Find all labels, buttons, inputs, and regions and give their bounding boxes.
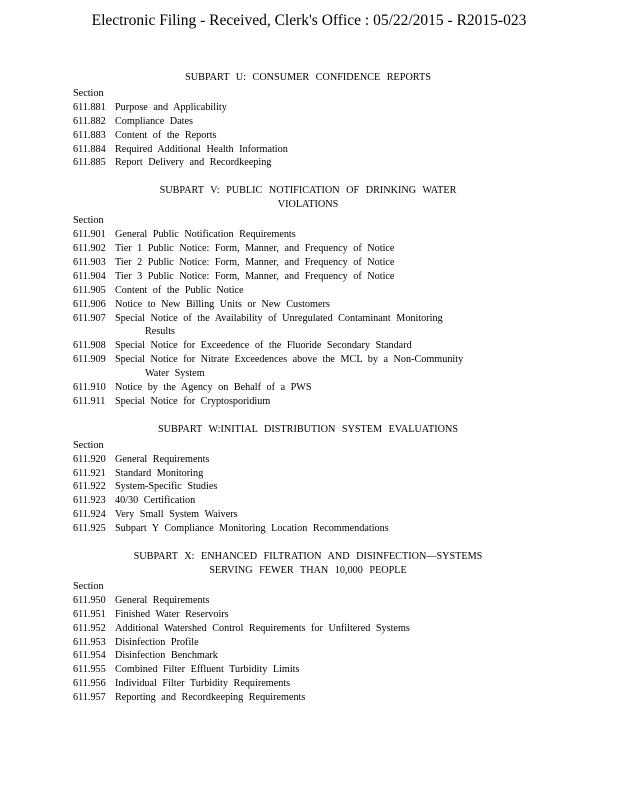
section-row xyxy=(73,467,543,481)
section-row xyxy=(73,156,543,170)
section-number: 611.881 xyxy=(73,101,106,113)
section-row xyxy=(73,508,543,522)
section-number: 611.924 xyxy=(73,509,106,521)
section-title xyxy=(115,636,543,650)
section-number: 611.882 xyxy=(73,115,106,127)
section-number: 611.952 xyxy=(73,622,106,634)
section-row xyxy=(73,143,543,157)
spacer xyxy=(73,536,543,550)
section-label: Section xyxy=(73,87,104,99)
section-number: 611.883 xyxy=(73,129,106,141)
section-title-text: Tier 1 Public Notice: Form, Manner, and Frequency of Notice xyxy=(115,242,395,254)
section-row xyxy=(73,256,543,270)
section-title xyxy=(115,467,543,481)
section-title xyxy=(115,395,543,409)
section-row xyxy=(73,608,543,622)
section-title xyxy=(115,381,543,395)
section-row xyxy=(73,395,543,409)
section-row xyxy=(73,663,543,677)
section-row xyxy=(73,270,543,284)
section-row xyxy=(73,115,543,129)
section-title xyxy=(115,156,543,170)
section-number: 611.923 xyxy=(73,495,106,507)
section-row xyxy=(73,594,543,608)
section-title xyxy=(115,663,543,677)
section-row xyxy=(73,494,543,508)
section-title-text: General Requirements xyxy=(115,594,210,606)
section-title xyxy=(115,677,543,691)
section-title-text: Tier 2 Public Notice: Form, Manner, and Frequency of Notice xyxy=(115,256,395,268)
section-number: 611.901 xyxy=(73,229,106,241)
section-title-text: Compliance Dates xyxy=(115,115,193,127)
section-title xyxy=(115,242,543,256)
section-title-text: General Public Notification Requirements xyxy=(115,229,296,241)
section-title-text: Very Small System Waivers xyxy=(115,509,238,521)
section-title xyxy=(115,453,543,467)
section-title-text: Standard Monitoring xyxy=(115,467,204,479)
section-number: 611.911 xyxy=(73,395,106,407)
section-row xyxy=(73,242,543,256)
section-row xyxy=(73,453,543,467)
section-row xyxy=(73,353,543,381)
section-label: Section xyxy=(73,580,104,592)
section-title xyxy=(115,256,543,270)
section-row xyxy=(73,228,543,242)
section-row xyxy=(73,522,543,536)
section-title-text: Notice by the Agency on Behalf of a PWS xyxy=(115,382,312,394)
section-title-text: Content of the Public Notice xyxy=(115,284,244,296)
spacer xyxy=(73,409,543,423)
section-title xyxy=(115,691,543,705)
section-row xyxy=(73,381,543,395)
section-row xyxy=(73,636,543,650)
section-title xyxy=(115,608,543,622)
section-title-text: Special Notice of the Availability of Unregulated Contaminant Monitoring xyxy=(115,312,443,324)
section-number: 611.904 xyxy=(73,270,106,282)
section-title-continuation: Water System xyxy=(145,368,205,380)
section-number: 611.906 xyxy=(73,298,106,310)
section-title xyxy=(115,284,543,298)
subpart-heading: SUBPART U: CONSUMER CONFIDENCE REPORTS xyxy=(185,72,431,83)
section-number: 611.955 xyxy=(73,664,106,676)
section-number: 611.950 xyxy=(73,594,106,606)
section-number: 611.951 xyxy=(73,608,106,620)
section-number: 611.957 xyxy=(73,692,106,704)
section-title xyxy=(115,494,543,508)
section-title-text: Tier 3 Public Notice: Form, Manner, and Frequency of Notice xyxy=(115,270,395,282)
page-header: Electronic Filing - Received, Clerk's Office : 05/22/2015 - R2015-023 xyxy=(91,12,527,29)
section-title xyxy=(115,129,543,143)
section-title xyxy=(115,115,543,129)
section-title-text: Individual Filter Turbidity Requirements xyxy=(115,678,291,690)
section-title-text: Special Notice for Nitrate Exceedences above the MCL by a Non-Community xyxy=(115,354,464,366)
section-title-text: System-Specific Studies xyxy=(115,481,218,493)
section-number: 611.921 xyxy=(73,467,106,479)
section-title-text: Reporting and Recordkeeping Requirements xyxy=(115,692,306,704)
section-number: 611.920 xyxy=(73,453,106,465)
section-row xyxy=(73,312,543,340)
subpart-heading: VIOLATIONS xyxy=(277,199,339,211)
section-title xyxy=(115,480,543,494)
section-row xyxy=(73,677,543,691)
section-title xyxy=(115,522,543,536)
section-row xyxy=(73,284,543,298)
section-number: 611.884 xyxy=(73,143,106,155)
section-number: 611.922 xyxy=(73,481,106,493)
section-row xyxy=(73,298,543,312)
section-title-text: Disinfection Profile xyxy=(115,636,199,648)
section-title xyxy=(115,508,543,522)
section-row xyxy=(73,649,543,663)
section-row xyxy=(73,339,543,353)
section-number: 611.956 xyxy=(73,678,106,690)
section-number: 611.909 xyxy=(73,354,106,366)
section-title xyxy=(115,353,543,381)
section-number: 611.905 xyxy=(73,284,106,296)
section-title-continuation: Results xyxy=(145,326,176,338)
section-title-text: Finished Water Reservoirs xyxy=(115,608,229,620)
section-number: 611.902 xyxy=(73,242,106,254)
section-label: Section xyxy=(73,439,104,451)
section-title-text: Disinfection Benchmark xyxy=(115,650,218,662)
subpart-heading: SUBPART X: ENHANCED FILTRATION AND DISINFECTION—SYSTEMS xyxy=(133,551,483,563)
section-row xyxy=(73,129,543,143)
section-title-text: Notice to New Billing Units or New Customers xyxy=(115,298,330,310)
section-number: 611.953 xyxy=(73,636,106,648)
section-number: 611.925 xyxy=(73,523,106,535)
section-title xyxy=(115,298,543,312)
section-number: 611.903 xyxy=(73,256,106,268)
subpart-heading: SUBPART W:INITIAL DISTRIBUTION SYSTEM EVALUATIONS xyxy=(157,423,459,435)
section-row xyxy=(73,101,543,115)
section-title xyxy=(115,270,543,284)
spacer xyxy=(73,170,543,184)
section-title-text: Purpose and Applicability xyxy=(115,101,227,113)
section-title xyxy=(115,594,543,608)
table-of-contents xyxy=(73,71,543,705)
subpart-heading: SERVING FEWER THAN 10,000 PEOPLE xyxy=(209,565,407,576)
section-number: 611.885 xyxy=(73,157,106,169)
section-title xyxy=(115,339,543,353)
section-title xyxy=(115,228,543,242)
section-title xyxy=(115,622,543,636)
section-title-text: Content of the Reports xyxy=(115,129,217,141)
section-row xyxy=(73,691,543,705)
subpart-heading: SUBPART V: PUBLIC NOTIFICATION OF DRINKING WATER xyxy=(159,185,457,197)
section-title-text: Combined Filter Effluent Turbidity Limits xyxy=(115,664,300,676)
section-title xyxy=(115,312,543,340)
section-title-text: 40/30 Certification xyxy=(115,495,196,507)
section-title xyxy=(115,143,543,157)
section-title xyxy=(115,649,543,663)
section-title-text: Special Notice for Exceedence of the Fluoride Secondary Standard xyxy=(115,340,412,352)
section-number: 611.910 xyxy=(73,382,106,394)
section-label: Section xyxy=(73,215,104,227)
section-title-text: Subpart Y Compliance Monitoring Location Recommendations xyxy=(115,523,389,535)
section-title-text: Additional Watershed Control Requirements for Unfiltered Systems xyxy=(115,622,410,634)
section-number: 611.907 xyxy=(73,312,106,324)
section-number: 611.954 xyxy=(73,650,106,662)
section-title-text: Required Additional Health Information xyxy=(115,143,288,155)
section-row xyxy=(73,480,543,494)
section-title-text: Report Delivery and Recordkeeping xyxy=(115,157,272,169)
section-title-text: Special Notice for Cryptosporidium xyxy=(115,395,271,407)
section-row xyxy=(73,622,543,636)
section-number: 611.908 xyxy=(73,340,106,352)
section-title xyxy=(115,101,543,115)
section-title-text: General Requirements xyxy=(115,453,210,465)
